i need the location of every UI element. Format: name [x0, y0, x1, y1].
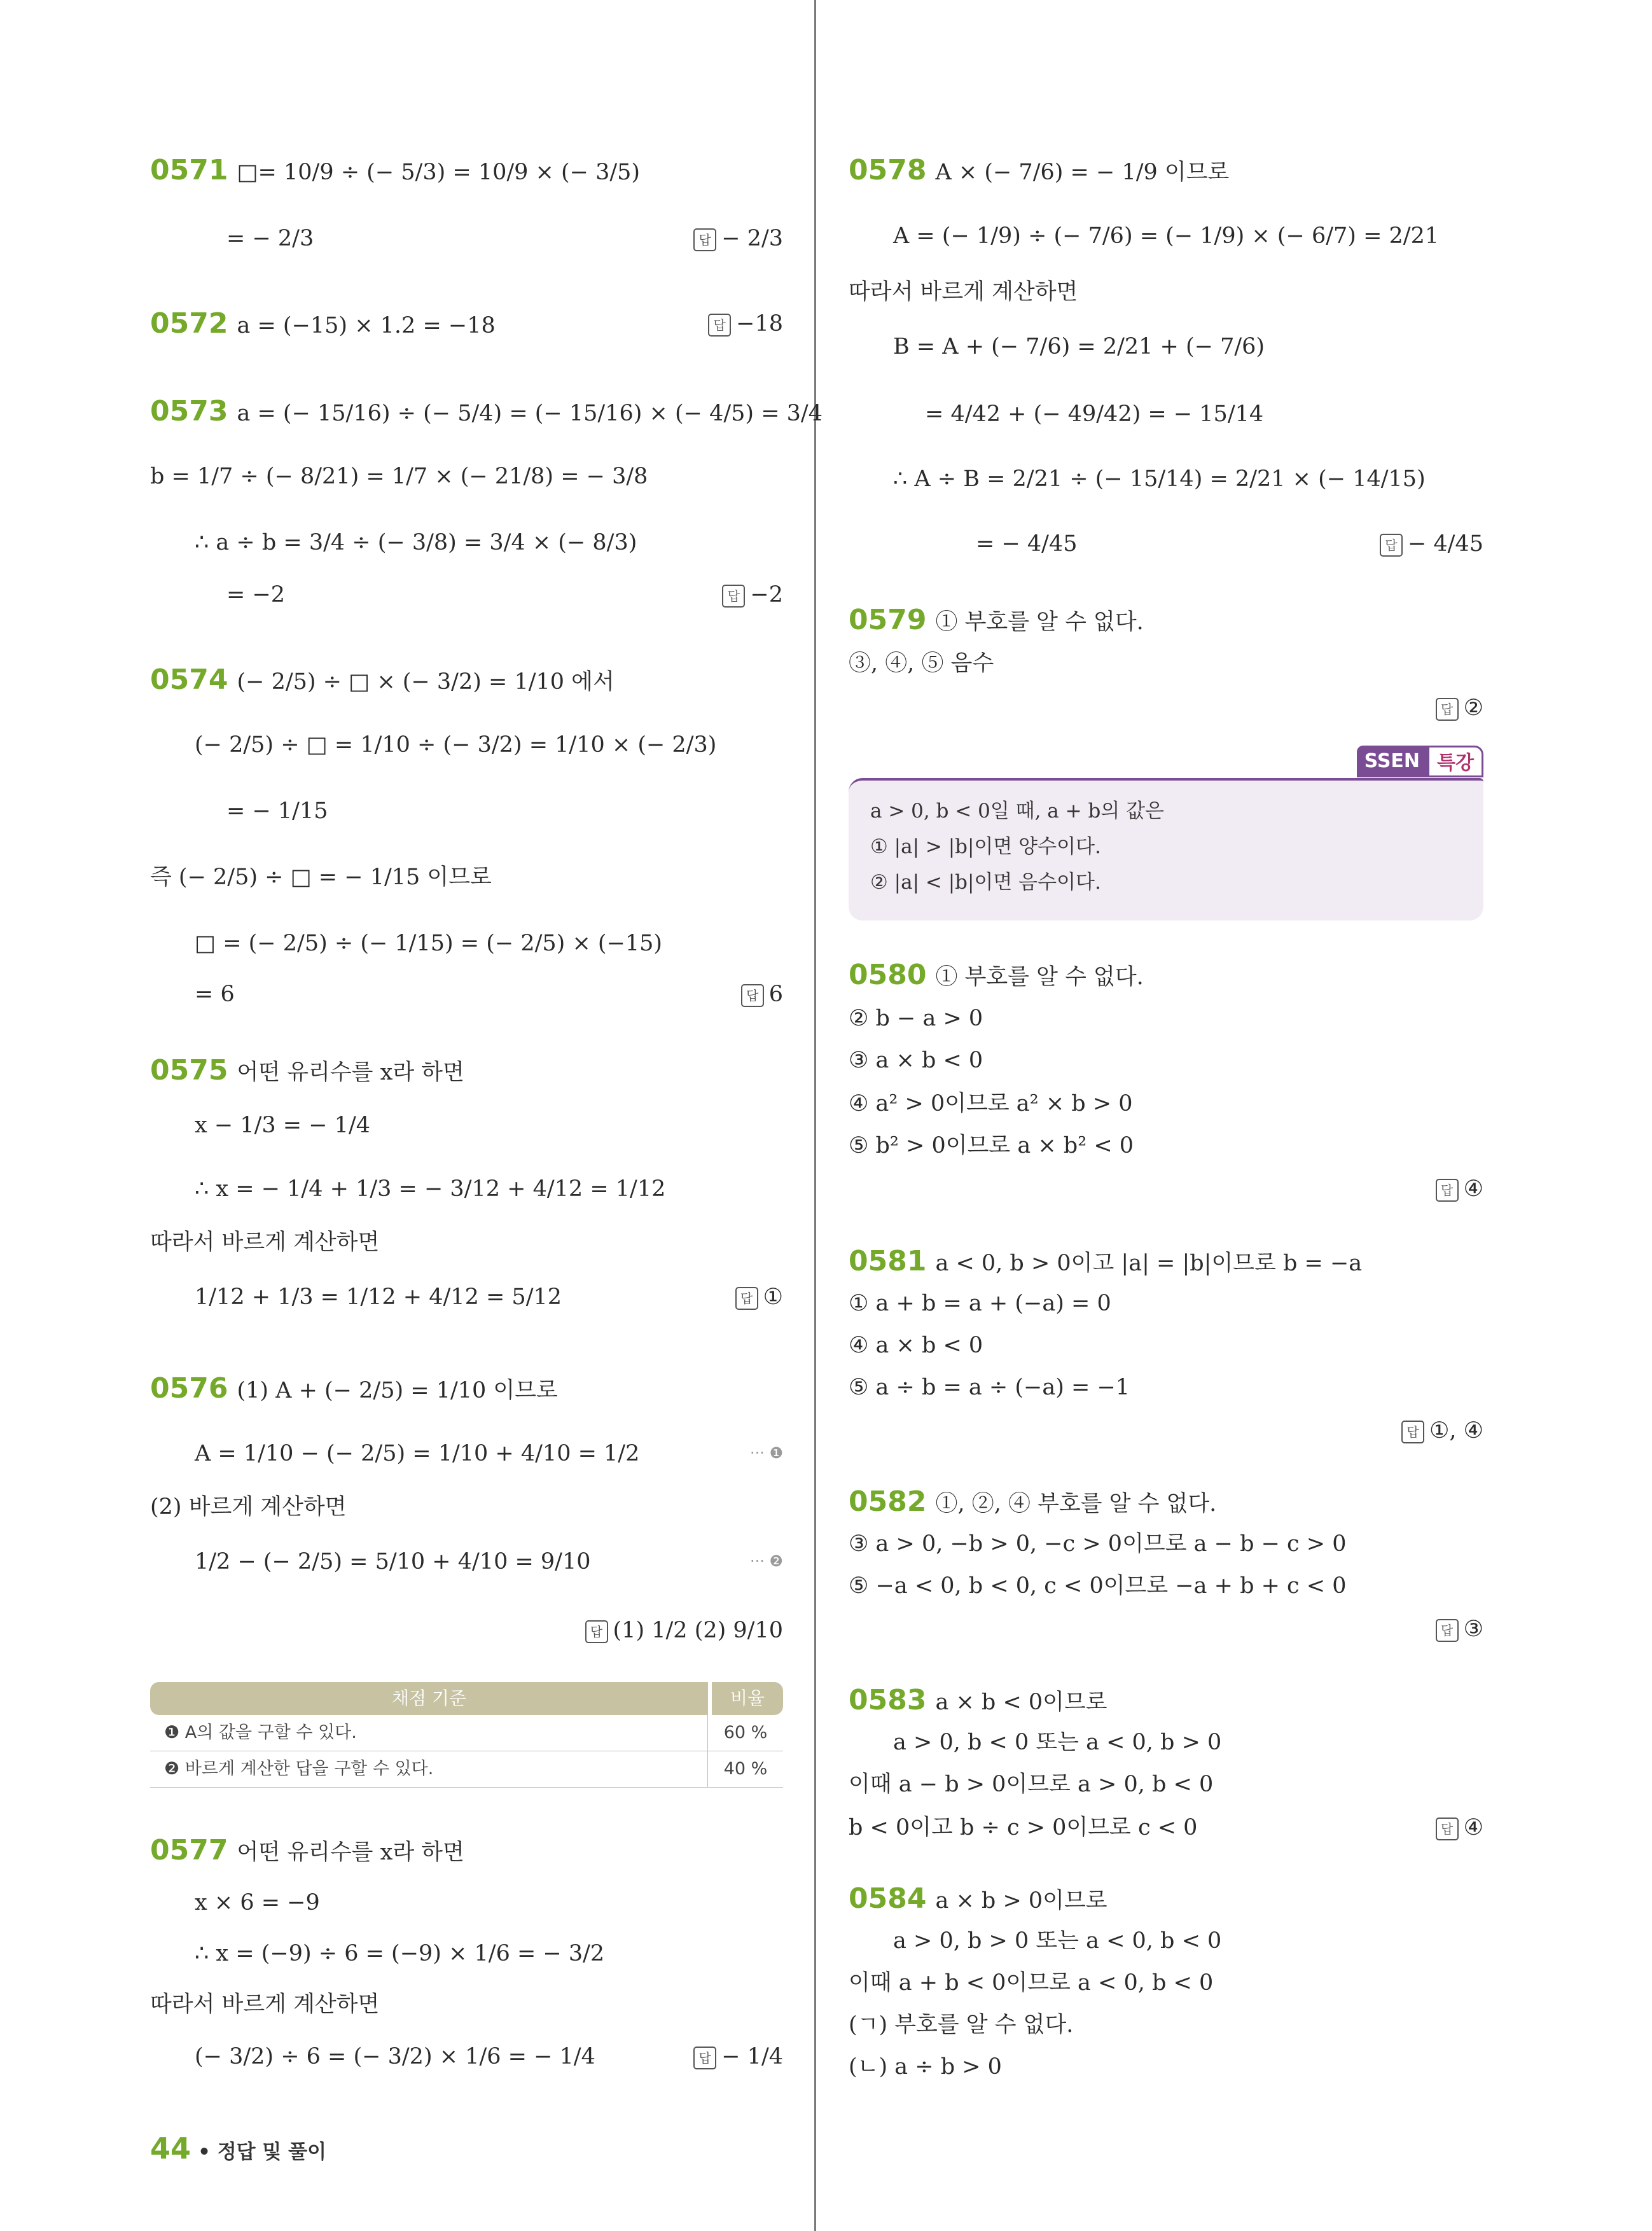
solution-text: 따라서 바르게 계산하면: [150, 1230, 380, 1255]
solution-line: [849, 1529, 1347, 1559]
problem-number: 0572: [150, 307, 228, 340]
problem-number: 0576: [150, 1372, 228, 1405]
solution-line: [849, 1968, 1213, 1998]
answer-icon: 답: [693, 228, 716, 251]
solution-text: ①, ②, ④ 부호를 알 수 없다.: [935, 1491, 1217, 1517]
answer-text: − 2/3: [721, 226, 783, 251]
solution-text: (− 3/2) ÷ 6 = (− 3/2) × 1/6 = − 1/4: [195, 2044, 595, 2069]
solution-text: ③ a × b < 0: [849, 1048, 983, 1073]
solution-text: a > 0, b < 0 또는 a < 0, b > 0: [893, 1730, 1222, 1755]
solution-line: [195, 1439, 639, 1468]
solution-text: 어떤 유리수를 x라 하면: [237, 1060, 464, 1085]
solution-text: b = 1/7 ÷ (− 8/21) = 1/7 × (− 21/8) = − 3/8: [150, 464, 648, 489]
answer-text: ①, ④: [1429, 1418, 1483, 1443]
answer-icon: 답: [735, 1287, 758, 1310]
solution-text: (ㄱ) 부호를 알 수 없다.: [849, 2012, 1074, 2038]
answer-text: ③: [1463, 1616, 1483, 1642]
solution-line: [849, 1089, 1133, 1118]
criteria-ratio: 60 %: [723, 1723, 768, 1742]
page-footer: [150, 2131, 326, 2165]
solution-text: 즉 (− 2/5) ÷ □ = − 1/15 이므로: [150, 865, 492, 890]
solution-text: = − 1/15: [226, 798, 328, 824]
solution-line: [226, 796, 328, 826]
solution-line: [893, 221, 1439, 251]
problem-header: [849, 606, 1144, 637]
solution-line: [195, 1888, 320, 1917]
answer-mark: [1401, 1416, 1483, 1445]
solution-line: [195, 528, 637, 557]
solution-text: 따라서 바르게 계산하면: [150, 1992, 380, 2017]
ssen-badge: [1357, 746, 1483, 777]
solution-line: [925, 400, 1263, 429]
solution-text: ∴ x = − 1/4 + 1/3 = − 3/12 + 4/12 = 1/12: [195, 1176, 666, 1202]
problem-header: [849, 1884, 1107, 1915]
ssen-tip-box: [849, 778, 1483, 921]
solution-text: A = (− 1/9) ÷ (− 7/6) = (− 1/9) × (− 6/7) = 2/21: [893, 223, 1440, 249]
answer-text: −2: [750, 582, 783, 608]
solution-text: 이때 a + b < 0이므로 a < 0, b < 0: [849, 1970, 1214, 1996]
solution-text: x × 6 = −9: [195, 1890, 320, 1915]
step-marker: ··· ❷: [749, 1552, 783, 1570]
criteria-row: [150, 1715, 783, 1751]
answer-text: −18: [736, 311, 783, 337]
answer-text: ④: [1463, 1176, 1483, 1202]
solution-line: [849, 1571, 1347, 1601]
solution-text: (ㄴ) a ÷ b > 0: [849, 2054, 1002, 2080]
answer-icon: 답: [708, 314, 731, 337]
solution-line: [849, 277, 1078, 307]
problem-number: 0573: [150, 395, 228, 427]
solution-line: [150, 1228, 379, 1257]
solution-line: [150, 1990, 379, 2019]
answer-mark: [693, 2042, 783, 2071]
solution-text: a > 0, b > 0 또는 a < 0, b < 0: [893, 1928, 1222, 1954]
solution-text: ④ a × b < 0: [849, 1333, 983, 1358]
criteria-ratio: 40 %: [723, 1759, 768, 1779]
solution-text: = −2: [226, 582, 286, 608]
solution-text: ⑤ −a < 0, b < 0, c < 0이므로 −a + b + c < 0: [849, 1573, 1347, 1599]
solution-text: (− 2/5) ÷ □ × (− 3/2) = 1/10 에서: [237, 669, 614, 695]
answer-mark: [735, 1282, 783, 1312]
answer-icon: 답: [693, 2047, 716, 2069]
problem-header: [849, 1487, 1216, 1519]
solution-text: x − 1/3 = − 1/4: [195, 1113, 371, 1138]
problem-number: 0581: [849, 1245, 927, 1277]
answer-icon: 답: [1380, 534, 1403, 557]
solution-text: ∴ a ÷ b = 3/4 ÷ (− 3/8) = 3/4 × (− 8/3): [195, 530, 637, 555]
criteria-row: [150, 1751, 783, 1788]
solution-text: ∴ A ÷ B = 2/21 ÷ (− 15/14) = 2/21 × (− 14/15): [893, 466, 1426, 492]
solution-text: b < 0이고 b ÷ c > 0이므로 c < 0: [849, 1815, 1198, 1840]
problem-number: 0579: [849, 604, 927, 636]
solution-line: [893, 1728, 1221, 1757]
answer-mark: [1436, 693, 1483, 723]
problem-number: 0571: [150, 154, 228, 186]
criteria-label: ❷ 바르게 계산한 답을 구할 수 있다.: [150, 1751, 708, 1787]
problem-header: [150, 1374, 558, 1405]
answer-icon: 답: [1436, 1817, 1459, 1840]
solution-line: [893, 1926, 1221, 1956]
problem-number: 0575: [150, 1054, 228, 1087]
answer-text: ①: [763, 1284, 783, 1310]
solution-line: [849, 1289, 1111, 1318]
answer-text: ②: [1463, 695, 1483, 721]
ssen-line: a > 0, b < 0일 때, a + b의 값은: [870, 800, 1165, 823]
solution-text: (− 2/5) ÷ □ = 1/10 ÷ (− 3/2) = 1/10 × (− 2/3): [195, 732, 717, 758]
problem-number: 0582: [849, 1485, 927, 1518]
answer-icon: 답: [1436, 1179, 1459, 1202]
answer-text: 6: [768, 982, 783, 1007]
answer-text: (1) 1/2 (2) 9/10: [613, 1618, 783, 1643]
answer-mark: [722, 580, 783, 609]
answer-icon: 답: [1436, 1619, 1459, 1642]
problem-number: 0583: [849, 1684, 927, 1716]
answer-mark: [1436, 1813, 1483, 1842]
answer-mark: [1436, 1174, 1483, 1204]
solution-line: [849, 1046, 983, 1075]
solution-text: ⑤ a ÷ b = a ÷ (−a) = −1: [849, 1375, 1130, 1400]
solution-line: [150, 1492, 347, 1522]
solution-line: [849, 2052, 1002, 2082]
answer-text: − 1/4: [721, 2044, 783, 2069]
solution-line: [849, 1813, 1197, 1842]
solution-text: ③, ④, ⑤ 음수: [849, 651, 994, 676]
answer-mark: [708, 309, 783, 338]
answer-icon: 답: [585, 1620, 608, 1643]
criteria-ratio-header: 비율: [712, 1682, 783, 1715]
solution-text: B = A + (− 7/6) = 2/21 + (− 7/6): [893, 334, 1265, 359]
solution-text: ④ a² > 0이므로 a² × b > 0: [849, 1091, 1133, 1116]
solution-text: ① a + b = a + (−a) = 0: [849, 1291, 1111, 1316]
solution-text: A × (− 7/6) = − 1/9 이므로: [935, 160, 1230, 185]
ssen-line: ② |a| < |b|이면 음수이다.: [870, 871, 1101, 894]
solution-text: ⑤ b² > 0이므로 a × b² < 0: [849, 1133, 1134, 1158]
solution-line: [195, 1547, 591, 1576]
criteria-header-label: 채점 기준: [150, 1682, 708, 1715]
solution-text: a × b < 0이므로: [935, 1690, 1107, 1715]
solution-line: [195, 1111, 370, 1140]
answer-mark: [585, 1616, 783, 1645]
solution-text: a × b > 0이므로: [935, 1888, 1107, 1914]
solution-text: (1) A + (− 2/5) = 1/10 이므로: [237, 1378, 558, 1403]
solution-text: 1/2 − (− 2/5) = 5/10 + 4/10 = 9/10: [195, 1549, 591, 1574]
solution-line: [849, 1770, 1213, 1799]
solution-line: [849, 1373, 1130, 1402]
solution-line: [195, 1174, 665, 1204]
answer-mark: [693, 224, 783, 253]
problem-header: [150, 665, 614, 697]
problem-header: [150, 397, 823, 428]
solution-line: [150, 462, 648, 491]
problem-header: [849, 1686, 1107, 1717]
problem-number: 0577: [150, 1834, 228, 1866]
solution-text: □= 10/9 ÷ (− 5/3) = 10/9 × (− 3/5): [237, 160, 641, 185]
solution-line: [849, 1331, 983, 1360]
solution-line: [195, 929, 662, 958]
grading-criteria-table: [150, 1682, 783, 1788]
problem-header: [849, 961, 1144, 992]
solution-text: (2) 바르게 계산하면: [150, 1494, 347, 1520]
criteria-header: [150, 1682, 783, 1715]
solution-line: [849, 1131, 1134, 1160]
solution-text: a = (− 15/16) ÷ (− 5/4) = (− 15/16) × (− 4/5) = 3/4: [237, 401, 823, 426]
solution-text: ① 부호를 알 수 없다.: [935, 609, 1144, 635]
ssen-badge-label: SSEN: [1357, 746, 1427, 777]
page-number: 44: [150, 2131, 191, 2165]
answer-icon: 답: [722, 585, 745, 608]
solution-text: A = 1/10 − (− 2/5) = 1/10 + 4/10 = 1/2: [195, 1441, 640, 1466]
solution-text: □ = (− 2/5) ÷ (− 1/15) = (− 2/5) × (−15): [195, 931, 663, 956]
problem-header: [150, 156, 640, 187]
solution-line: [226, 580, 285, 609]
solution-text: a < 0, b > 0이고 |a| = |b|이므로 b = −a: [935, 1251, 1363, 1276]
solution-text: a = (−15) × 1.2 = −18: [237, 313, 496, 338]
solution-line: [150, 863, 492, 892]
ssen-line: ① |a| > |b|이면 양수이다.: [870, 835, 1101, 858]
solution-line: [849, 649, 994, 678]
solution-text: ③ a > 0, −b > 0, −c > 0이므로 a − b − c > 0: [849, 1531, 1347, 1557]
solution-line: [195, 980, 235, 1009]
solution-text: ② b − a > 0: [849, 1006, 983, 1031]
answer-icon: 답: [1401, 1421, 1424, 1443]
problem-header: [150, 1836, 464, 1867]
solution-line: [195, 730, 716, 760]
problem-number: 0580: [849, 959, 927, 991]
answer-icon: 답: [741, 984, 764, 1007]
solution-text: 따라서 바르게 계산하면: [849, 279, 1078, 305]
solution-line: [976, 529, 1078, 559]
column-divider: [814, 0, 816, 2231]
problem-header: [150, 1056, 464, 1087]
answer-mark: [741, 980, 783, 1009]
solution-text: ① 부호를 알 수 없다.: [935, 964, 1144, 990]
step-marker: ··· ❶: [749, 1444, 783, 1462]
ssen-badge-tag: 특강: [1427, 746, 1483, 777]
solution-text: 1/12 + 1/3 = 1/12 + 4/12 = 5/12: [195, 1284, 562, 1310]
footer-label: • 정답 및 풀이: [198, 2141, 327, 2164]
answer-mark: [1436, 1615, 1483, 1644]
criteria-label: ❶ A의 값을 구할 수 있다.: [150, 1715, 708, 1751]
solution-text: = 6: [195, 982, 235, 1007]
solution-text: = − 2/3: [226, 226, 314, 251]
solution-line: [849, 1004, 983, 1033]
problem-header: [849, 1247, 1362, 1278]
problem-number: 0584: [849, 1882, 927, 1915]
solution-line: [849, 2010, 1073, 2040]
solution-line: [893, 464, 1426, 494]
solution-text: 어떤 유리수를 x라 하면: [237, 1840, 464, 1865]
answer-mark: [1380, 529, 1483, 559]
solution-line: [195, 1939, 604, 1968]
answer-text: ④: [1463, 1815, 1483, 1840]
answer-text: − 4/45: [1407, 531, 1483, 557]
answer-icon: 답: [1436, 698, 1459, 721]
solution-line: [226, 224, 314, 253]
solution-line: [195, 1282, 562, 1312]
problem-header: [150, 309, 496, 340]
problem-number: 0574: [150, 664, 228, 696]
solution-text: = − 4/45: [976, 531, 1078, 557]
solution-line: [893, 332, 1265, 361]
problem-number: 0578: [849, 154, 927, 186]
solution-text: ∴ x = (−9) ÷ 6 = (−9) × 1/6 = − 3/2: [195, 1941, 605, 1966]
solution-line: [195, 2042, 595, 2071]
solution-text: = 4/42 + (− 49/42) = − 15/14: [925, 401, 1264, 427]
problem-header: [849, 156, 1229, 187]
solution-text: 이때 a − b > 0이므로 a > 0, b < 0: [849, 1772, 1214, 1797]
